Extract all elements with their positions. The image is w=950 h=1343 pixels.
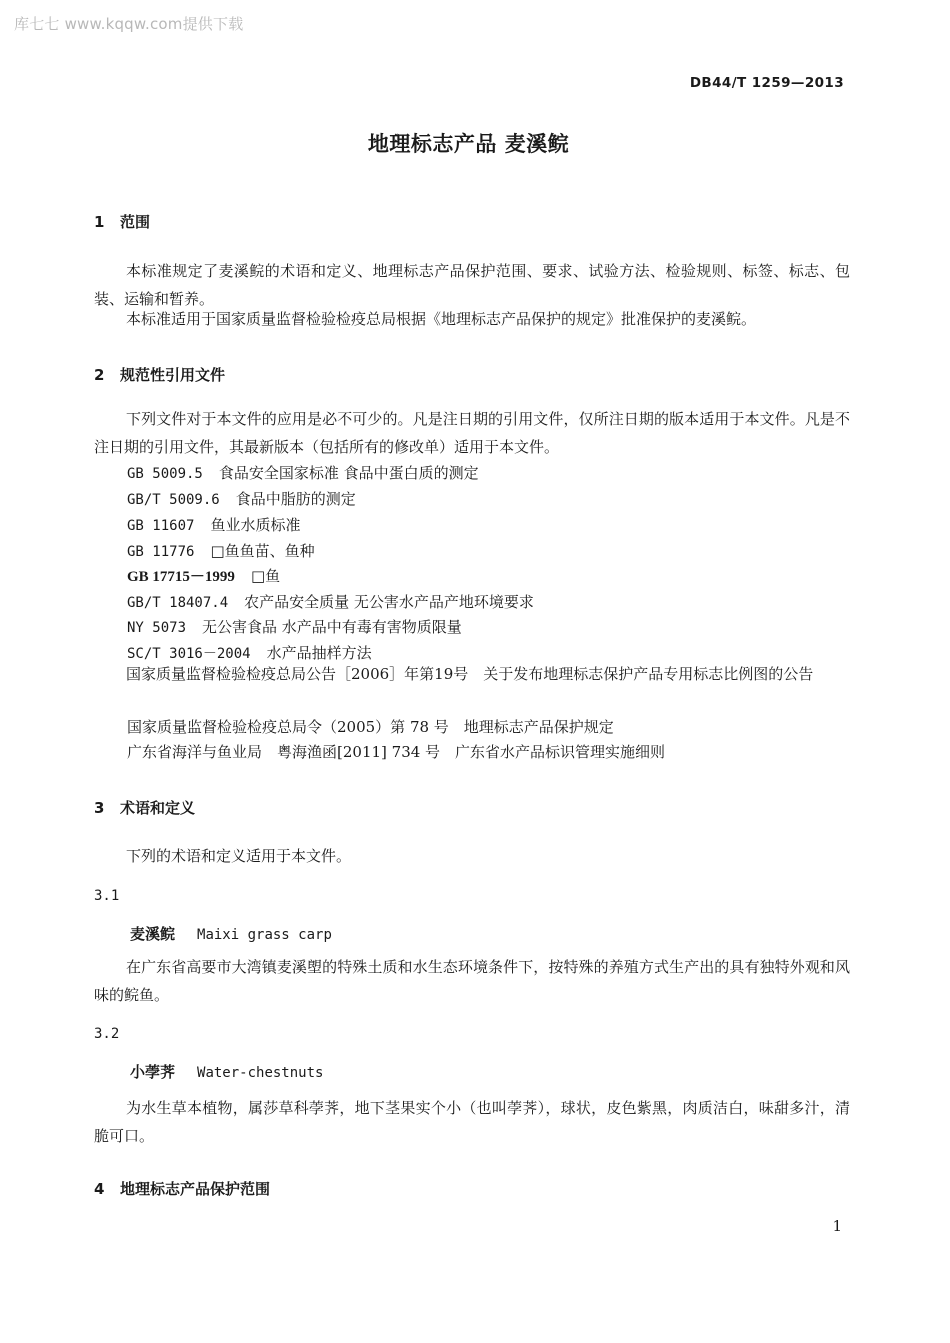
term-heading: [130, 1061, 323, 1082]
term-number: 3.1: [94, 888, 120, 904]
reference-name: 水产品抽样方法: [266, 644, 372, 662]
section-1-paragraph-2: 本标准适用于国家质量监督检验检疫总局根据《地理标志产品保护的规定》批准保护的麦溪鲩。: [126, 310, 757, 328]
reference-code: GB 17715－1999: [127, 569, 235, 585]
reference-name: 食品中脂肪的测定: [235, 490, 356, 508]
reference-notice: 国家质量监督检验检疫总局公告［2006］年第19号 关于发布地理标志保护产品专用标志比例图的公告: [126, 665, 814, 683]
reference-item: [127, 616, 462, 637]
reference-item: [127, 591, 534, 612]
section-number: 4: [94, 1180, 105, 1198]
section-title: 规范性引用文件: [120, 366, 226, 384]
term-chinese: 小荸荠: [130, 1063, 176, 1081]
term-number: 3.2: [94, 1026, 120, 1042]
reference-code: GB 5009.5: [127, 466, 203, 482]
document-title: 地理标志产品 麦溪鲩: [367, 132, 570, 156]
watermark: 库七七 www.kqqw.com提供下载: [14, 15, 244, 33]
reference-item: [127, 565, 280, 586]
reference-guangdong: 广东省海洋与鱼业局 粤海渔函[2011] 734 号 广东省水产品标识管理实施细则: [127, 743, 666, 761]
reference-name: 鱼业水质标准: [210, 516, 301, 534]
section-number: 1: [94, 213, 105, 231]
section-2-heading: [94, 364, 225, 385]
reference-item: [127, 462, 479, 483]
reference-code: GB/T 18407.4: [127, 595, 229, 611]
page-number: 1: [832, 1217, 842, 1235]
reference-code: GB 11776: [127, 544, 195, 560]
term-chinese: 麦溪鲩: [130, 925, 176, 943]
term-definition: 为水生草本植物，属莎草科荸荠，地下茎果实个小（也叫荸荠），球状，皮色紫黑，肉质洁白，味甜多汁，清脆可口。: [94, 1099, 850, 1145]
section-4-heading: [94, 1178, 270, 1199]
reference-name: 无公害食品 水产品中有毒有害物质限量: [202, 618, 462, 636]
section-1-paragraph-1: 本标准规定了麦溪鲩的术语和定义、地理标志产品保护范围、要求、试验方法、检验规则、标签、标志、包装、运输和暂养。: [94, 262, 850, 308]
term-english: Maixi grass carp: [197, 927, 332, 943]
reference-code: NY 5073: [127, 620, 187, 636]
section-title: 地理标志产品保护范围: [120, 1180, 271, 1198]
section-number: 2: [94, 366, 105, 384]
reference-name: □鱼鱼苗、鱼种: [210, 542, 315, 560]
reference-item: [127, 514, 300, 535]
term-english: Water-chestnuts: [197, 1065, 324, 1081]
standard-code: DB44/T 1259—2013: [689, 75, 844, 91]
section-number: 3: [94, 799, 105, 817]
section-2-intro: 下列文件对于本文件的应用是必不可少的。凡是注日期的引用文件，仅所注日期的版本适用于本文件。凡是不注日期的引用文件，其最新版本（包括所有的修改单）适用于本文件。: [94, 410, 850, 456]
reference-name: 食品安全国家标准 食品中蛋白质的测定: [218, 464, 479, 482]
reference-item: [127, 540, 315, 561]
reference-order: 国家质量监督检验检疫总局令（2005）第 78 号 地理标志产品保护规定: [127, 718, 614, 736]
reference-code: SC/T 3016－2004: [127, 646, 251, 662]
reference-item: [127, 488, 356, 509]
section-3-intro: 下列的术语和定义适用于本文件。: [126, 847, 352, 865]
section-title: 术语和定义: [120, 799, 196, 817]
section-3-heading: [94, 797, 195, 818]
reference-name: □鱼: [250, 567, 281, 585]
term-heading: [130, 923, 332, 944]
section-1-heading: [94, 211, 150, 232]
section-title: 范围: [120, 213, 151, 231]
term-definition: 在广东省高要市大湾镇麦溪塱的特殊土质和水生态环境条件下，按特殊的养殖方式生产出的具有独特外观和风味的鲩鱼。: [94, 958, 850, 1004]
reference-name: 农产品安全质量 无公害水产品产地环境要求: [244, 593, 534, 611]
reference-code: GB 11607: [127, 518, 195, 534]
reference-code: GB/T 5009.6: [127, 492, 220, 508]
